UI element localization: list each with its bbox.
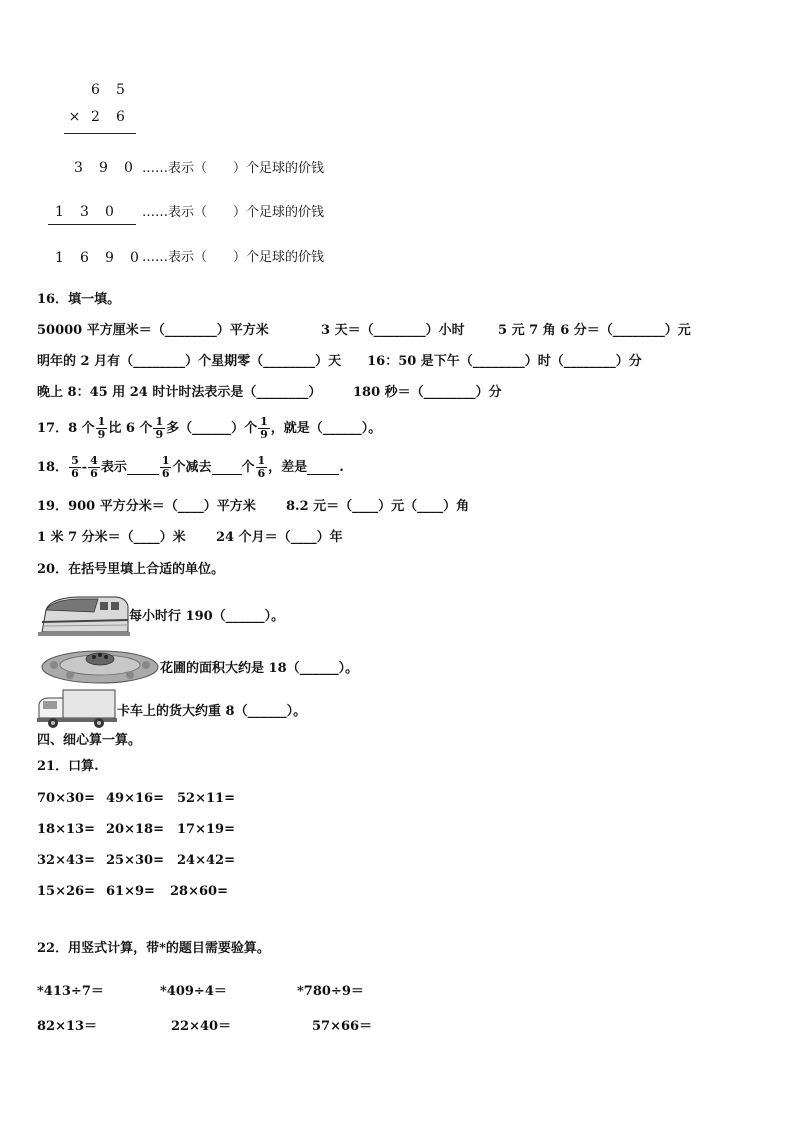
fraction-one-sixth: $\frac{1}{6}$ xyxy=(161,454,170,480)
q22-title: 22．用竖式计算，带*的题目需要验算。 xyxy=(37,941,270,956)
oral-calc-item: 28×60= xyxy=(170,884,228,899)
q16-line2: 明年的 2 月有（________）个星期零（________）天 16：50 是下午（________）时（________）分 xyxy=(37,354,642,369)
fraction-one-sixth: $\frac{1}{6}$ xyxy=(257,454,266,480)
q16-line3-b: 180 秒＝（________）分 xyxy=(353,385,502,400)
oral-calc-item: 25×30= xyxy=(106,853,164,868)
q16-title: 16．填一填。 xyxy=(37,292,121,307)
q21-title: 21．口算. xyxy=(37,759,99,774)
multiplier: × 2 6 xyxy=(68,109,125,125)
partial-product-2: 1 3 0 xyxy=(55,204,114,220)
oral-calc-item: 49×16= xyxy=(106,791,164,806)
partial-product-1-note: ……表示（ ）个足球的价钱 xyxy=(142,161,325,176)
fraction-five-sixths: $\frac{5}{6}$ xyxy=(71,454,79,480)
oral-calc-item: 32×43= xyxy=(37,853,95,868)
fraction-one-ninth: $\frac{1}{9}$ xyxy=(155,415,164,441)
oral-calc-item: 17×19= xyxy=(177,822,235,837)
oral-calc-item: 52×11= xyxy=(177,791,235,806)
q16-line3-a: 晚上 8：45 用 24 时计时法表示是（________） xyxy=(37,385,322,400)
partial-product-1: 3 9 0 xyxy=(74,160,133,176)
q19-line2-a: 1 米 7 分米＝（____）米 xyxy=(37,530,186,545)
fraction-one-ninth: $\frac{1}{9}$ xyxy=(97,415,106,441)
calc-underline-2 xyxy=(48,224,136,225)
section-4-heading: 四、细心算一算。 xyxy=(37,733,142,748)
train-icon xyxy=(38,592,130,638)
fraction-four-sixths: $\frac{4}{6}$ xyxy=(90,454,98,480)
vertical-calc-problem: 82×13＝ xyxy=(37,1019,98,1034)
truck-icon xyxy=(37,688,117,730)
q20-garden: 花圃的面积大约是 18（______）。 xyxy=(160,661,359,676)
calc-underline-1 xyxy=(64,133,136,134)
q20-title: 20．在括号里填上合适的单位。 xyxy=(37,562,225,577)
q16-line1-b: 3 天＝（________）小时 xyxy=(321,323,465,338)
oral-calc-item: 20×18= xyxy=(106,822,164,837)
final-product: 1 6 9 0 xyxy=(55,250,139,266)
answer-blank[interactable] xyxy=(307,461,339,475)
oral-calc-item: 24×42= xyxy=(177,853,235,868)
oral-calc-item: 70×30= xyxy=(37,791,95,806)
vertical-calc-problem: 57×66＝ xyxy=(312,1019,373,1034)
q19-line1-a: 19．900 平方分米＝（____）平方米 xyxy=(37,499,256,514)
vertical-calc-problem: *413÷7＝ xyxy=(37,984,104,999)
q19-line2-b: 24 个月＝（____）年 xyxy=(216,530,343,545)
fraction-one-ninth: $\frac{1}{9}$ xyxy=(260,415,268,441)
q20-train: 每小时行 190（______）。 xyxy=(129,609,285,624)
q17: 17．8 个 $\frac{1}{9}$ 比 6 个 $\frac{1}{9}$ 多（______）个 $\frac{1}{9}$ ，就是（______）。 xyxy=(37,415,382,441)
flower-bed-icon xyxy=(40,645,160,685)
vertical-calc-problem: *780÷9＝ xyxy=(297,984,364,999)
answer-blank[interactable] xyxy=(127,461,159,475)
final-product-note: ……表示（ ）个足球的价钱 xyxy=(142,250,325,265)
q18: 18． $\frac{5}{6}$ - $\frac{4}{6}$ 表示 $\frac{1}{6}$ 个减去 个 $\frac{1}{6}$ ，差是 . xyxy=(37,454,344,480)
q20-truck: 卡车上的货大约重 8（______）。 xyxy=(117,704,307,719)
oral-calc-item: 61×9= xyxy=(106,884,155,899)
q16-line1-a: 50000 平方厘米＝（________）平方米 xyxy=(37,323,269,338)
partial-product-2-note: ……表示（ ）个足球的价钱 xyxy=(142,205,325,220)
answer-blank[interactable] xyxy=(212,461,242,475)
vertical-calc-problem: *409÷4＝ xyxy=(160,984,227,999)
oral-calc-item: 18×13= xyxy=(37,822,95,837)
oral-calc-item: 15×26= xyxy=(37,884,95,899)
q16-line1-c: 5 元 7 角 6 分＝（________）元 xyxy=(498,323,691,338)
multiplicand: 6 5 xyxy=(91,82,125,98)
q19-line1-b: 8.2 元＝（____）元（____）角 xyxy=(286,499,470,514)
vertical-calc-problem: 22×40＝ xyxy=(171,1019,232,1034)
